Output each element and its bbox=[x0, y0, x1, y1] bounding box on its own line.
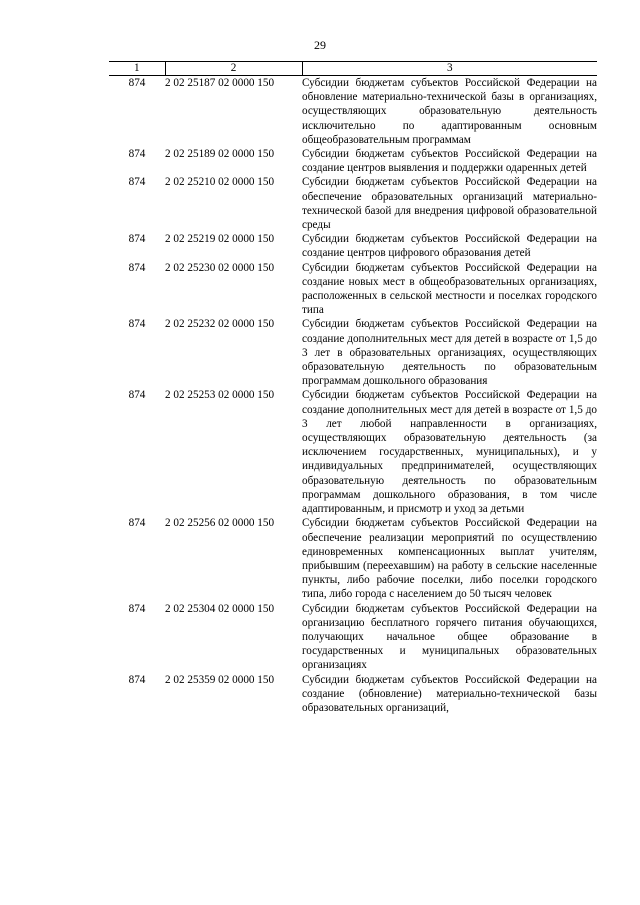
admin-code-cell: 874 bbox=[128, 318, 146, 331]
table-header bbox=[109, 62, 597, 76]
revenue-name-cell: Субсидии бюджетам субъектов Российской Федерации на обновление материально-технической базы в организациях, осуществляющих образовательную деятельность исключительно по адаптированным основным общеобразовательным программам bbox=[302, 77, 597, 146]
table-body bbox=[109, 76, 597, 716]
admin-code-cell: 874 bbox=[128, 261, 146, 274]
revenue-name-cell: Субсидии бюджетам субъектов Российской Федерации на создание дополнительных мест для детей в возрасте от 1,5 до 3 лет любой направленности в организациях, осуществляющих образовательную деятельность (за исключением государственных, муниципальных), и у индивидуальных предпринимателей, осуществляющих образовательную деятельность по образовательным программам дошкольного образования, в том числе адаптированным, и присмотр и уход за детьми bbox=[302, 389, 597, 516]
admin-code-cell: 874 bbox=[128, 602, 146, 615]
admin-code-cell: 874 bbox=[128, 673, 146, 686]
admin-code-cell: 874 bbox=[128, 389, 146, 402]
budget-classification-code-cell: 2 02 25187 02 0000 150 bbox=[165, 77, 275, 89]
revenue-name-cell: Субсидии бюджетам субъектов Российской Федерации на обеспечение образовательных организаций материально-технической базой для внедрения цифровой образовательной среды bbox=[302, 176, 597, 232]
table-row bbox=[109, 175, 597, 232]
budget-classification-code-cell: 2 02 25210 02 0000 150 bbox=[165, 176, 275, 189]
budget-classification-code-cell: 2 02 25256 02 0000 150 bbox=[165, 517, 275, 530]
column-header-2: 2 bbox=[165, 62, 302, 76]
table-row bbox=[109, 602, 597, 673]
revenue-name-cell: Субсидии бюджетам субъектов Российской Федерации на создание новых мест в общеобразовательных организациях, расположенных в сельской местности и поселках городского типа bbox=[302, 261, 597, 317]
table-row bbox=[109, 76, 597, 148]
budget-classification-code-cell: 2 02 25304 02 0000 150 bbox=[165, 602, 275, 615]
column-header-1: 1 bbox=[109, 62, 165, 76]
header-row bbox=[109, 62, 597, 76]
budget-codes-table bbox=[109, 61, 597, 715]
admin-code-cell: 874 bbox=[128, 176, 146, 189]
revenue-name-cell: Субсидии бюджетам субъектов Российской Федерации на создание центров цифрового образования детей bbox=[302, 233, 597, 260]
table-row bbox=[109, 516, 597, 601]
budget-classification-code-cell: 2 02 25189 02 0000 150 bbox=[165, 148, 275, 161]
admin-code-cell: 874 bbox=[128, 77, 146, 89]
revenue-name-cell: Субсидии бюджетам субъектов Российской Федерации на создание центров выявления и поддержки одаренных детей bbox=[302, 148, 597, 175]
table-row bbox=[109, 317, 597, 388]
column-header-3: 3 bbox=[302, 62, 597, 76]
revenue-name-cell: Субсидии бюджетам субъектов Российской Федерации на создание (обновление) материально-технической базы образовательных организаций, bbox=[302, 673, 597, 714]
revenue-name-cell: Субсидии бюджетам субъектов Российской Федерации на обеспечение реализации мероприятий по осуществлению единовременных компенсационных выплат учителям, прибывшим (переехавшим) на работу в сельские населенные пункты, либо рабочие поселки, либо поселки городского типа, либо города с населением до 50 тысяч человек bbox=[302, 517, 597, 601]
admin-code-cell: 874 bbox=[128, 148, 146, 161]
budget-classification-code-cell: 2 02 25219 02 0000 150 bbox=[165, 233, 275, 246]
table-row bbox=[109, 232, 597, 260]
table-row bbox=[109, 261, 597, 318]
admin-code-cell: 874 bbox=[128, 233, 146, 246]
budget-classification-code-cell: 2 02 25232 02 0000 150 bbox=[165, 318, 275, 331]
admin-code-cell: 874 bbox=[128, 517, 146, 530]
revenue-name-cell: Субсидии бюджетам субъектов Российской Федерации на организацию бесплатного горячего питания обучающихся, получающих начальное общее образование в государственных и муниципальных образовательных организациях bbox=[302, 602, 597, 672]
revenue-name-cell: Субсидии бюджетам субъектов Российской Федерации на создание дополнительных мест для детей в возрасте от 1,5 до 3 лет в образовательных организациях, осуществляющих образовательную деятельность по образовательным программам дошкольного образования bbox=[302, 318, 597, 388]
budget-classification-code-cell: 2 02 25253 02 0000 150 bbox=[165, 389, 275, 402]
budget-classification-code-cell: 2 02 25230 02 0000 150 bbox=[165, 261, 275, 274]
table-row bbox=[109, 673, 597, 716]
table-row bbox=[109, 147, 597, 175]
budget-classification-code-cell: 2 02 25359 02 0000 150 bbox=[165, 673, 275, 686]
page-number: 29 bbox=[314, 38, 326, 52]
table-row bbox=[109, 388, 597, 516]
